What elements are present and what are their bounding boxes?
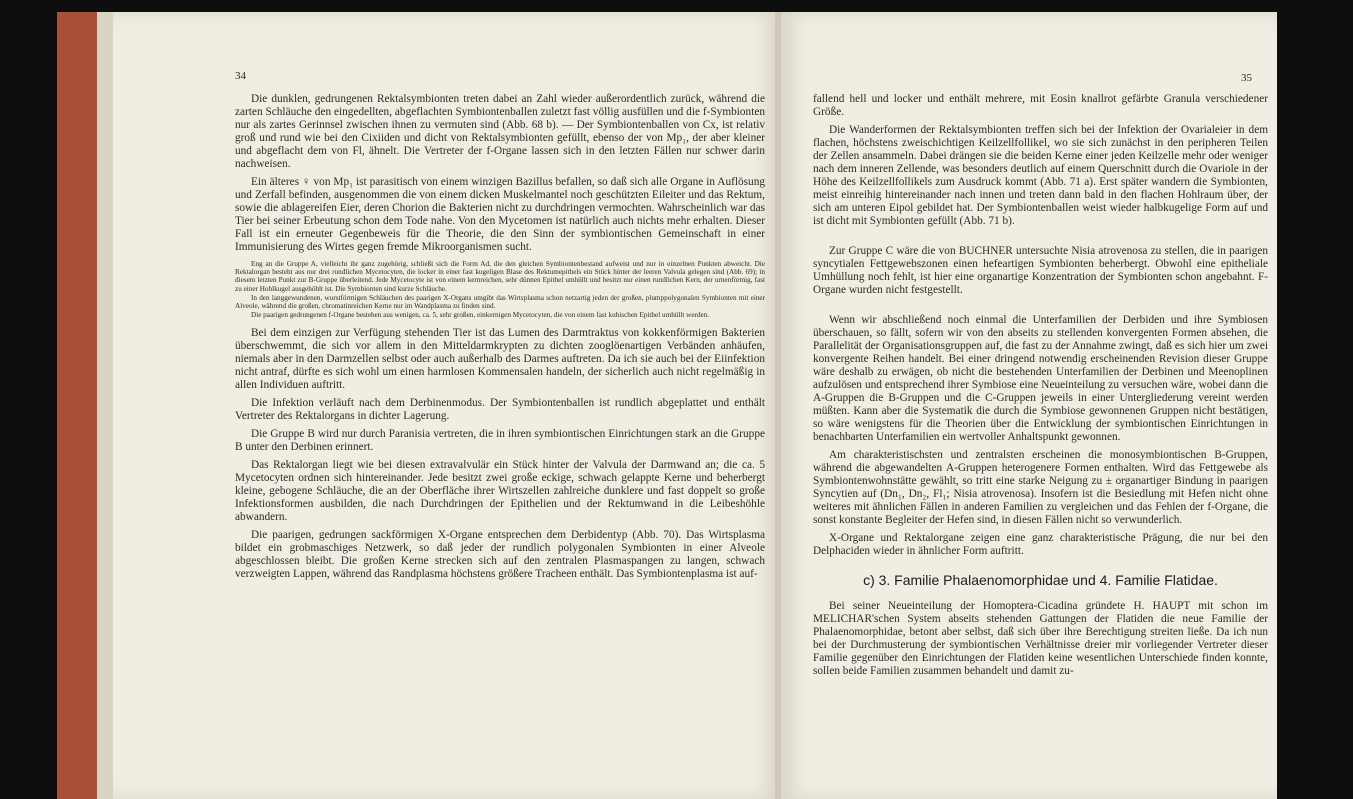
paragraph: X-Organe und Rektalorgane zeigen eine ganz charakteristische Prägung, die nur bei den Delphaciden wieder in ähnlicher Form auftritt.	[813, 532, 1268, 557]
paragraph: Die Wanderformen der Rektalsymbionten treffen sich bei der Infektion der Ovarialeier in dem flachen, höchstens zweischichtigen Keilzellfollikel, wo sie sich zunächst in den peripheren Teilen der Zellen ansammeln. Dabei drängen sie die beiden Kerne einer jeden Keilzelle mehr oder weniger nach dem inneren Zellende, was besonders deutlich auf einem Querschnitt durch die Ovariole in der Höhe des Keilzellfollikels zum Ausdruck kommt (Abb. 71 a). Erst später wandern die Symbionten, meist einreihig hintereinander nach innen und treten dann bald in den flachen Hohlraum über, der sich am unteren Eipol gebildet hat. Der Symbiontenballen weist wieder halbkugelige Form auf und ist dicht mit Symbionten gefüllt (Abb. 71 b).	[813, 124, 1268, 227]
section-heading: c) 3. Familie Phalaenomorphidae und 4. Familie Flatidae.	[863, 572, 1218, 588]
open-book	[57, 12, 1277, 799]
paragraph: Zur Gruppe C wäre die von BUCHNER untersuchte Nisia atrovenosa zu stellen, die in paarigen syncytialen Fettgewebszonen einen hefeartigen Symbionten beherbergt. Obwohl eine epitheliale Umhüllung noch fehlt, ist hier eine organartige Konzentration der Symbionten schon angebahnt. F-Organe wurden nicht festgestellt.	[813, 245, 1268, 296]
spacer	[813, 302, 1268, 314]
paragraph: fallend hell und locker und enthält mehrere, mit Eosin knallrot gefärbte Granula verschiedener Größe.	[813, 93, 1268, 118]
paragraph: Die Gruppe B wird nur durch Paranisia vertreten, die in ihren symbiontischen Einrichtungen stark an die Gruppe B unter den Derbinen erinnert.	[235, 428, 765, 454]
left-page	[113, 12, 779, 799]
spacer	[813, 233, 1268, 245]
left-text-column	[235, 93, 765, 586]
small-paragraph: In den langgewundenen, wurstförmigen Schläuchen des paarigen X-Organs umgibt das Wirtsplasma schon netzartig jeden der großen, plumppolygonalen Symbionten mit einer Alveole, während die großen, chromatinreichen Kerne nur im Wandplasma zu finden sind.	[235, 293, 765, 311]
paragraph: Ein älteres ♀ von Mp₁ ist parasitisch von einem winzigen Bazillus befallen, so daß sich alle Organe in Auflösung und Zerfall befinden, ausgenommen die von einem dicken Muskelmantel noch geschützten Eileiter und das Rektum, sowie die ablagereifen Eier, deren Chorion die Bakterien nicht zu durchdringen vermochten. Wahrscheinlich war das Tier bei seiner Erbeutung schon dem Tode nahe. Von den Mycetomen ist natürlich auch nichts mehr erhalten. Dieser Fall ist ein erneuter Gegenbeweis für die Theorie, die den Sinn der symbiontischen Gemeinschaft in einer Immunisierung des Wirtes gegen fremde Mikroorganismen sucht.	[235, 176, 765, 253]
small-paragraph: Die paarigen gedrungenen f-Organe bestehen aus wenigen, ca. 5, sehr großen, einkernigen Mycetocyten, die von einem fast kubischen Epithel umhüllt werden.	[251, 311, 710, 320]
right-text-column	[813, 93, 1268, 683]
small-paragraph: Eng an die Gruppe A, vielleicht ihr ganz zugehörig, schließt sich die Form Ad, die den gleichen Symbiontenbestand aufweist und nur in einzelnen Punkten abweicht. Die Rektalorgan besteht aus nur drei rundlichen Mycetocyten, die locker in einer fast kugeligen Blase des Rektumepithels ein Stück hinter der leeren Valvula gelegen sind (Abb. 69); in diesem letzten Punkt zur B-Gruppe überleitend. Jede Mycetocyte ist von einem kernreichen, sehr dünnen Epithel umhüllt und besitzt nur einen rundlichen Kern, der urnenförmig, fast zu einer Hohlkugel ausgehöhlt ist. Die Symbionten sind kurze Schläuche.	[235, 260, 765, 293]
paragraph: Die paarigen, gedrungen sackförmigen X-Organe entsprechen dem Derbidentyp (Abb. 70). Das Wirtsplasma bildet ein grobmaschiges Netzwerk, so daß jeder der rundlich polygonalen Symbionten in einer Alveole abgeschlossen bleibt. Die großen Kerne strecken sich auf den zentralen Plasmaspangen zu langen, schwach verzweigten Lappen, während das Randplasma höchstens größere Tracheen enthält. Das Symbiontenplasma ist auf-	[235, 529, 765, 581]
page-number-right: 35	[1241, 72, 1252, 84]
paragraph: Die Infektion verläuft nach dem Derbinenmodus. Der Symbiontenballen ist rundlich abgeplattet und enthält Vertreter des Rektalorgans in dichter Lagerung.	[235, 397, 765, 423]
book-cover-edge	[57, 12, 99, 799]
paragraph: Das Rektalorgan liegt wie bei diesen extravalvulär ein Stück hinter der Valvula der Darmwand an; die ca. 5 Mycetocyten ordnen sich hintereinander. Jede besitzt zwei große eckige, schwach gelappte Kerne und beherbergt kleine, gebogene Schläuche, die an der Oberfläche ihrer Wirtszellen zahlreiche dunklere und fast doppelt so große Infektionsformen ausbilden, die nach Durchdringen der Epithelien und der Rektumwand in die Leibeshöhle abwandern.	[235, 459, 765, 524]
right-page	[781, 12, 1277, 799]
paragraph: Bei dem einzigen zur Verfügung stehenden Tier ist das Lumen des Darmtraktus von kokkenförmigen Bakterien überschwemmt, die sich vor allem in den Mitteldarmkrypten zu dichten zooglöenartigen Verbänden anhäufen, niemals aber in den Darmzellen selbst oder auch außerhalb des Darmes auftreten. Da ich sie auch bei der Eiinfektion nicht antraf, dürfte es sich wohl um einen harmlosen Kommensalen handeln, der sicherlich auch nicht regelmäßig in allen Individuen auftritt.	[235, 327, 765, 392]
small-print-block	[235, 260, 765, 319]
paragraph: Bei seiner Neueinteilung der Homoptera-Cicadina gründete H. HAUPT mit schon im MELICHAR'schen System abseits stehenden Gattungen der Flatiden die neue Familie der Phalaenomorphidae, betont aber selbst, daß sich über ihre Berechtigung streiten ließe. Da ich nun bei der Durchmusterung der symbiontischen Verhältnisse dreier mir vorliegender Vertreter dieser Familie gegenüber den Einrichtungen der Flatiden keine wesentlichen Unterschiede finden konnte, sollen beide Familien zusammen behandelt und damit zu-	[813, 600, 1268, 677]
paragraph: Wenn wir abschließend noch einmal die Unterfamilien der Derbiden und ihre Symbiosen überschauen, so fällt, sofern wir von den abseits zu stellenden konvergenten Formen absehen, die Parallelität der Organisationsgruppen auf, die fast zu der Annahme zwingt, daß es sich hier um zwei konvergente Reihen handelt. Bei einer dringend notwendig erscheinenden Revision dieser Gruppe wäre deshalb zu erwägen, ob nicht die bestehenden Unterfamilien der Derbinen und Meenoplinen aufzulösen und entsprechend ihrer Symbiose eine Neueinteilung zu versuchen wäre, wobei dann die A-Gruppen die B-Gruppen und die C-Gruppen jeweils in einer Untergliederung vereint werden müßten. Kann aber die Systematik die durch die Symbiose gewonnenen Gruppen nicht bestätigen, so wäre wenigstens für die Theorien über die Entwicklung der symbiontischen Einrichtungen in benachbarten Unterfamilien ein wertvoller Anhaltspunkt gewonnen.	[813, 314, 1268, 443]
page-stack-edge	[97, 12, 114, 799]
paragraph: Am charakteristischsten und zentralsten erscheinen die monosymbiontischen B-Gruppen, während die abgewandelten A-Gruppen heterogenere Formen enthalten. Wird das Fettgewebe als Symbiontenwohnstätte gewählt, so tritt eine starke Neigung zu ± organartiger Bindung in paarigen Syncytien auf (Dn₁, Dn₂, Fl₁; Nisia atrovenosa). Insofern ist die Besiedlung mit Hefen nicht ohne weiteres mit ähnlichen Fällen in anderen Familien zu vergleichen und das Fehlen der f-Organe, die sonst konstante Begleiter der Hefen sind, in diesen Fällen nicht so verwunderlich.	[813, 449, 1268, 526]
paragraph: Die dunklen, gedrungenen Rektalsymbionten treten dabei an Zahl wieder außerordentlich zurück, während die zarten Schläuche den eingedellten, abgeflachten Symbiontenballen zuletzt fast völlig ausfüllen und die f-Symbionten nur als zartes Gerinnsel zwischen ihnen zu vermuten sind (Abb. 68 b). — Der Symbiontenballen von Cx, ist relativ groß und rund wie bei den Cixiiden und dicht von Rektalsymbionten gefüllt, ebenso der von Mp₁, der aber kleiner und abgeflacht dem von Fl, ähnelt. Die Vertreter der f-Organe lassen sich in den letzten Fällen nur schwer darin nachweisen.	[235, 93, 765, 170]
page-number-left: 34	[235, 70, 246, 82]
